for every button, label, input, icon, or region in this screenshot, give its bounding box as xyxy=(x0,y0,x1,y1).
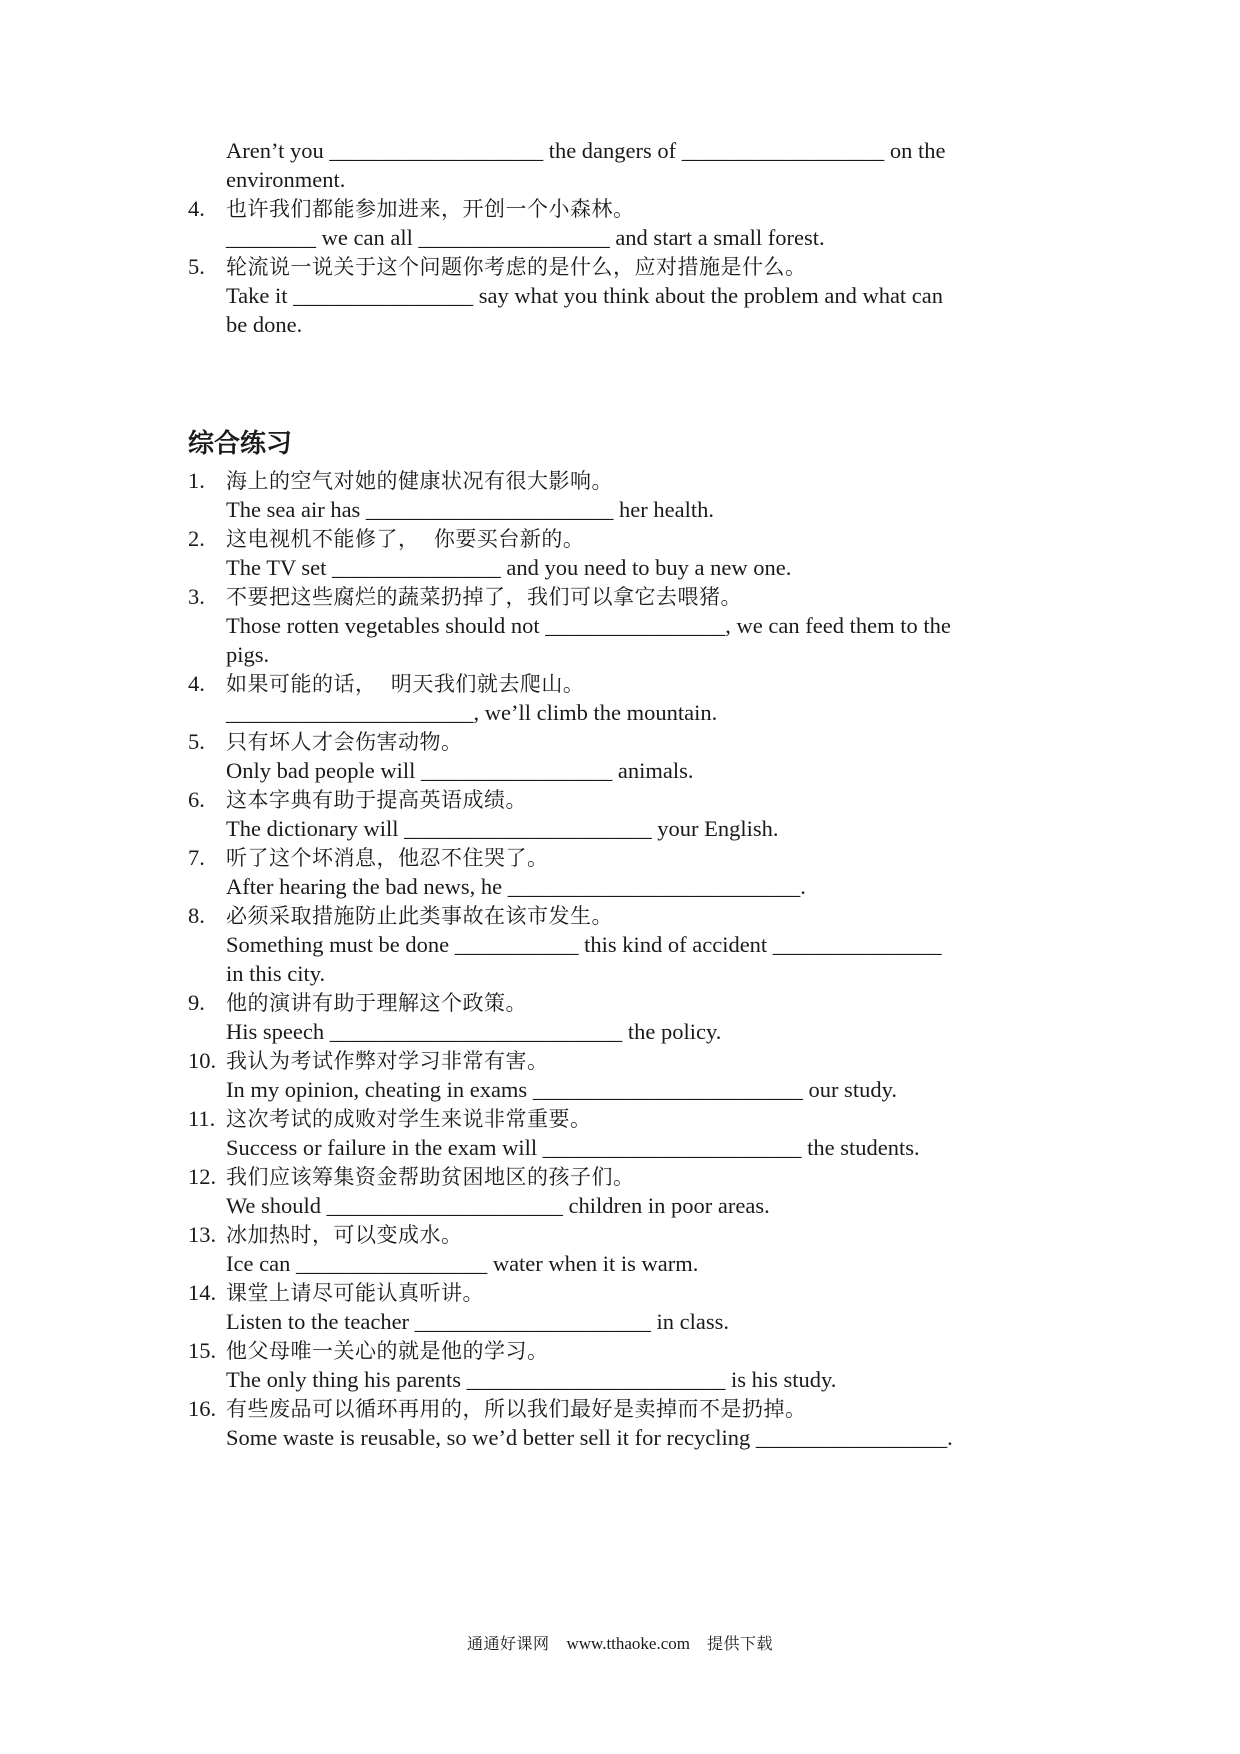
footer-site-name: 通通好课网 xyxy=(466,1634,550,1653)
chinese-prompt: 只有坏人才会伤害动物。 xyxy=(226,730,463,754)
chinese-prompt: 这次考试的成败对学生来说非常重要。 xyxy=(226,1107,592,1131)
exercise-number: 10. xyxy=(188,1048,217,1073)
english-sentence: Take it ________________ say what you think about the problem and what can xyxy=(226,283,944,308)
chinese-prompt: 这电视机不能修了， 你要买台新的。 xyxy=(226,527,585,551)
chinese-prompt: 我们应该筹集资金帮助贫困地区的孩子们。 xyxy=(226,1165,635,1189)
exercise-number: 4. xyxy=(188,671,205,696)
exercise-number: 11. xyxy=(188,1106,216,1131)
chinese-prompt: 也许我们都能参加进来，开创一个小森林。 xyxy=(226,197,635,221)
english-sentence: be done. xyxy=(226,312,303,337)
exercise-number: 9. xyxy=(188,990,205,1015)
english-sentence: Something must be done ___________ this kind of accident _______________ xyxy=(226,932,942,957)
exercise-number: 16. xyxy=(188,1396,217,1421)
english-sentence: Aren’t you ___________________ the dangers of __________________ on the xyxy=(226,138,946,163)
english-sentence: Success or failure in the exam will _______________________ the students. xyxy=(226,1135,920,1160)
english-sentence: Listen to the teacher _____________________ in class. xyxy=(226,1309,730,1334)
exercise-number: 13. xyxy=(188,1222,217,1247)
english-sentence: The sea air has ______________________ her health. xyxy=(226,497,715,522)
chinese-prompt: 他父母唯一关心的就是他的学习。 xyxy=(226,1339,549,1363)
chinese-prompt: 冰加热时，可以变成水。 xyxy=(226,1223,463,1247)
english-sentence: His speech __________________________ the policy. xyxy=(226,1019,722,1044)
english-sentence: We should _____________________ children in poor areas. xyxy=(226,1193,770,1218)
exercise-number: 8. xyxy=(188,903,205,928)
english-sentence: The only thing his parents _______________________ is his study. xyxy=(226,1367,837,1392)
english-sentence: The TV set _______________ and you need to buy a new one. xyxy=(226,555,792,580)
exercise-number: 6. xyxy=(188,787,205,812)
footer-suffix: 提供下载 xyxy=(707,1634,774,1653)
chinese-prompt: 有些废品可以循环再用的，所以我们最好是卖掉而不是扔掉。 xyxy=(226,1397,807,1421)
english-sentence: Only bad people will _________________ animals. xyxy=(226,758,694,783)
footer-url: www.tthaoke.com xyxy=(566,1634,691,1653)
english-sentence: ________ we can all _________________ and start a small forest. xyxy=(226,225,825,250)
chinese-prompt: 轮流说一说关于这个问题你考虑的是什么，应对措施是什么。 xyxy=(226,255,807,279)
section-title: 综合练习 xyxy=(188,429,293,459)
exercise-number: 3. xyxy=(188,584,205,609)
english-sentence: environment. xyxy=(226,167,346,192)
english-sentence: ______________________, we’ll climb the mountain. xyxy=(226,700,718,725)
chinese-prompt: 这本字典有助于提高英语成绩。 xyxy=(226,788,527,812)
item-number: 5. xyxy=(188,254,205,279)
chinese-prompt: 我认为考试作弊对学习非常有害。 xyxy=(226,1049,549,1073)
chinese-prompt: 海上的空气对她的健康状况有很大影响。 xyxy=(226,469,613,493)
english-sentence: in this city. xyxy=(226,961,326,986)
exercise-number: 2. xyxy=(188,526,205,551)
chinese-prompt: 不要把这些腐烂的蔬菜扔掉了，我们可以拿它去喂猪。 xyxy=(226,585,742,609)
chinese-prompt: 如果可能的话， 明天我们就去爬山。 xyxy=(226,672,585,696)
english-sentence: Some waste is reusable, so we’d better sell it for recycling _________________. xyxy=(226,1425,953,1450)
item-number: 4. xyxy=(188,196,205,221)
chinese-prompt: 课堂上请尽可能认真听讲。 xyxy=(226,1281,484,1305)
exercise-number: 14. xyxy=(188,1280,217,1305)
exercise-number: 1. xyxy=(188,468,205,493)
exercise-number: 15. xyxy=(188,1338,217,1363)
english-sentence: Those rotten vegetables should not ________________, we can feed them to the xyxy=(226,613,951,638)
chinese-prompt: 他的演讲有助于理解这个政策。 xyxy=(226,991,527,1015)
chinese-prompt: 必须采取措施防止此类事故在该市发生。 xyxy=(226,904,613,928)
english-sentence: In my opinion, cheating in exams ________________________ our study. xyxy=(226,1077,897,1102)
page-footer xyxy=(0,1632,1240,1656)
english-sentence: pigs. xyxy=(226,642,270,667)
english-sentence: The dictionary will ______________________ your English. xyxy=(226,816,779,841)
exercise-number: 5. xyxy=(188,729,205,754)
english-sentence: Ice can _________________ water when it is warm. xyxy=(226,1251,699,1276)
chinese-prompt: 听了这个坏消息，他忍不住哭了。 xyxy=(226,846,549,870)
exercise-number: 12. xyxy=(188,1164,217,1189)
exercise-number: 7. xyxy=(188,845,205,870)
english-sentence: After hearing the bad news, he __________________________. xyxy=(226,874,806,899)
